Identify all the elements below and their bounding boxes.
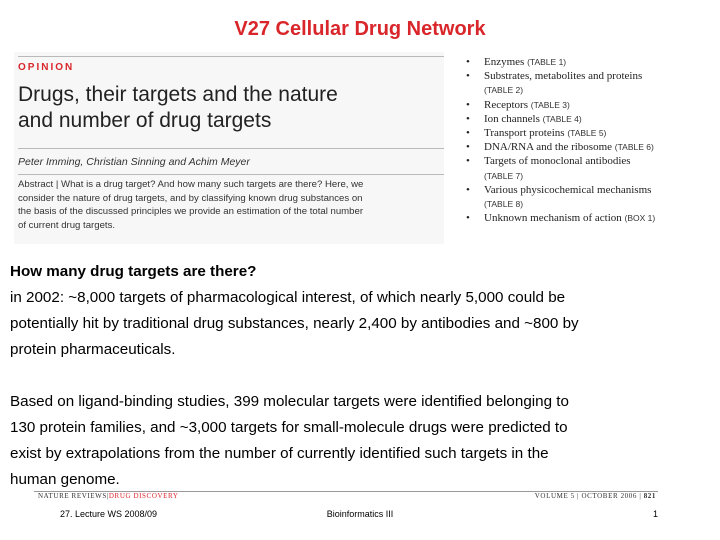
list-item	[462, 211, 712, 225]
page-number: 821	[643, 492, 656, 500]
target-classes-list	[462, 55, 712, 225]
slide-title: V27 Cellular Drug Network	[234, 18, 486, 40]
target-name: Targets of monoclonal antibodies	[484, 155, 631, 168]
list-item	[462, 126, 712, 140]
table-ref: (TABLE 7)	[484, 170, 524, 181]
body-line: 130 protein families, and ~3,000 targets for small-molecule drugs were predicted to	[10, 419, 568, 436]
paragraph-gap	[10, 363, 710, 389]
abstract-line: the basis of the discussed principles we provide an estimation of the total number	[18, 206, 364, 217]
body-line: Based on ligand-binding studies, 399 molecular targets were identified belonging to	[10, 393, 569, 410]
table-ref: (TABLE 3)	[530, 99, 570, 110]
article-clipping	[14, 52, 444, 244]
body-line: protein pharmaceuticals.	[10, 341, 176, 358]
article-abstract	[18, 178, 444, 232]
journal-title: NATURE REVIEWS	[38, 492, 107, 500]
divider	[18, 148, 444, 149]
body-line: exist by extrapolations from the number of currently identified such targets in the	[10, 445, 549, 462]
footer-course: Bioinformatics III	[326, 509, 394, 519]
target-name: Receptors	[484, 98, 528, 111]
abstract-line: Abstract | What is a drug target? And how many such targets are there? Here, we	[18, 179, 364, 190]
divider	[18, 174, 444, 175]
list-item	[462, 183, 712, 211]
footer-lecture: 27. Lecture WS 2008/09	[60, 509, 158, 519]
target-name: Ion channels	[484, 112, 540, 125]
body-line: in 2002: ~8,000 targets of pharmacological interest, of which nearly 5,000 could be	[10, 289, 566, 306]
abstract-line: consider the nature of drug targets, and by classifying known drug substances on	[18, 192, 363, 204]
target-name: Enzymes	[484, 56, 525, 68]
divider	[18, 56, 444, 57]
table-ref: (TABLE 2)	[484, 85, 524, 96]
table-ref: (TABLE 1)	[527, 57, 567, 67]
journal-section: DRUG DISCOVERY	[108, 492, 179, 500]
target-name: Transport proteins	[484, 127, 565, 140]
slide-body	[10, 259, 710, 493]
target-name: Various physicochemical mechanisms	[484, 183, 652, 196]
table-ref: (TABLE 5)	[567, 128, 607, 139]
body-line: potentially hit by traditional drug substances, nearly 2,400 by antibodies and ~800 by	[10, 315, 579, 332]
table-ref: (TABLE 4)	[542, 113, 582, 124]
article-authors: Peter Imming, Christian Sinning and Achim Meyer	[18, 156, 250, 168]
journal-issue	[535, 492, 656, 500]
headline-line: and number of drug targets	[18, 109, 272, 132]
issue-text: VOLUME 5 | OCTOBER 2006 |	[534, 492, 642, 500]
headline-line: Drugs, their targets and the nature	[18, 83, 338, 106]
table-ref: (BOX 1)	[624, 213, 656, 224]
body-line: human genome.	[10, 471, 120, 488]
list-item	[462, 98, 712, 112]
article-headline	[18, 82, 444, 134]
list-item	[462, 154, 712, 182]
target-name: DNA/RNA and the ribosome	[484, 141, 613, 154]
journal-name	[38, 492, 179, 500]
abstract-line: of current drug targets.	[18, 219, 116, 231]
target-name: Unknown mechanism of action	[484, 212, 622, 225]
target-name: Substrates, metabolites and proteins	[484, 70, 643, 83]
list-item	[462, 69, 712, 97]
footer-slide-number: 1	[652, 509, 658, 519]
list-item	[462, 55, 712, 69]
list-item	[462, 112, 712, 126]
journal-separator: |	[106, 492, 109, 500]
question-heading: How many drug targets are there?	[10, 263, 257, 280]
list-item	[462, 140, 712, 154]
section-label: OPINION	[18, 62, 75, 73]
table-ref: (TABLE 6)	[614, 142, 654, 153]
table-ref: (TABLE 8)	[484, 199, 524, 210]
